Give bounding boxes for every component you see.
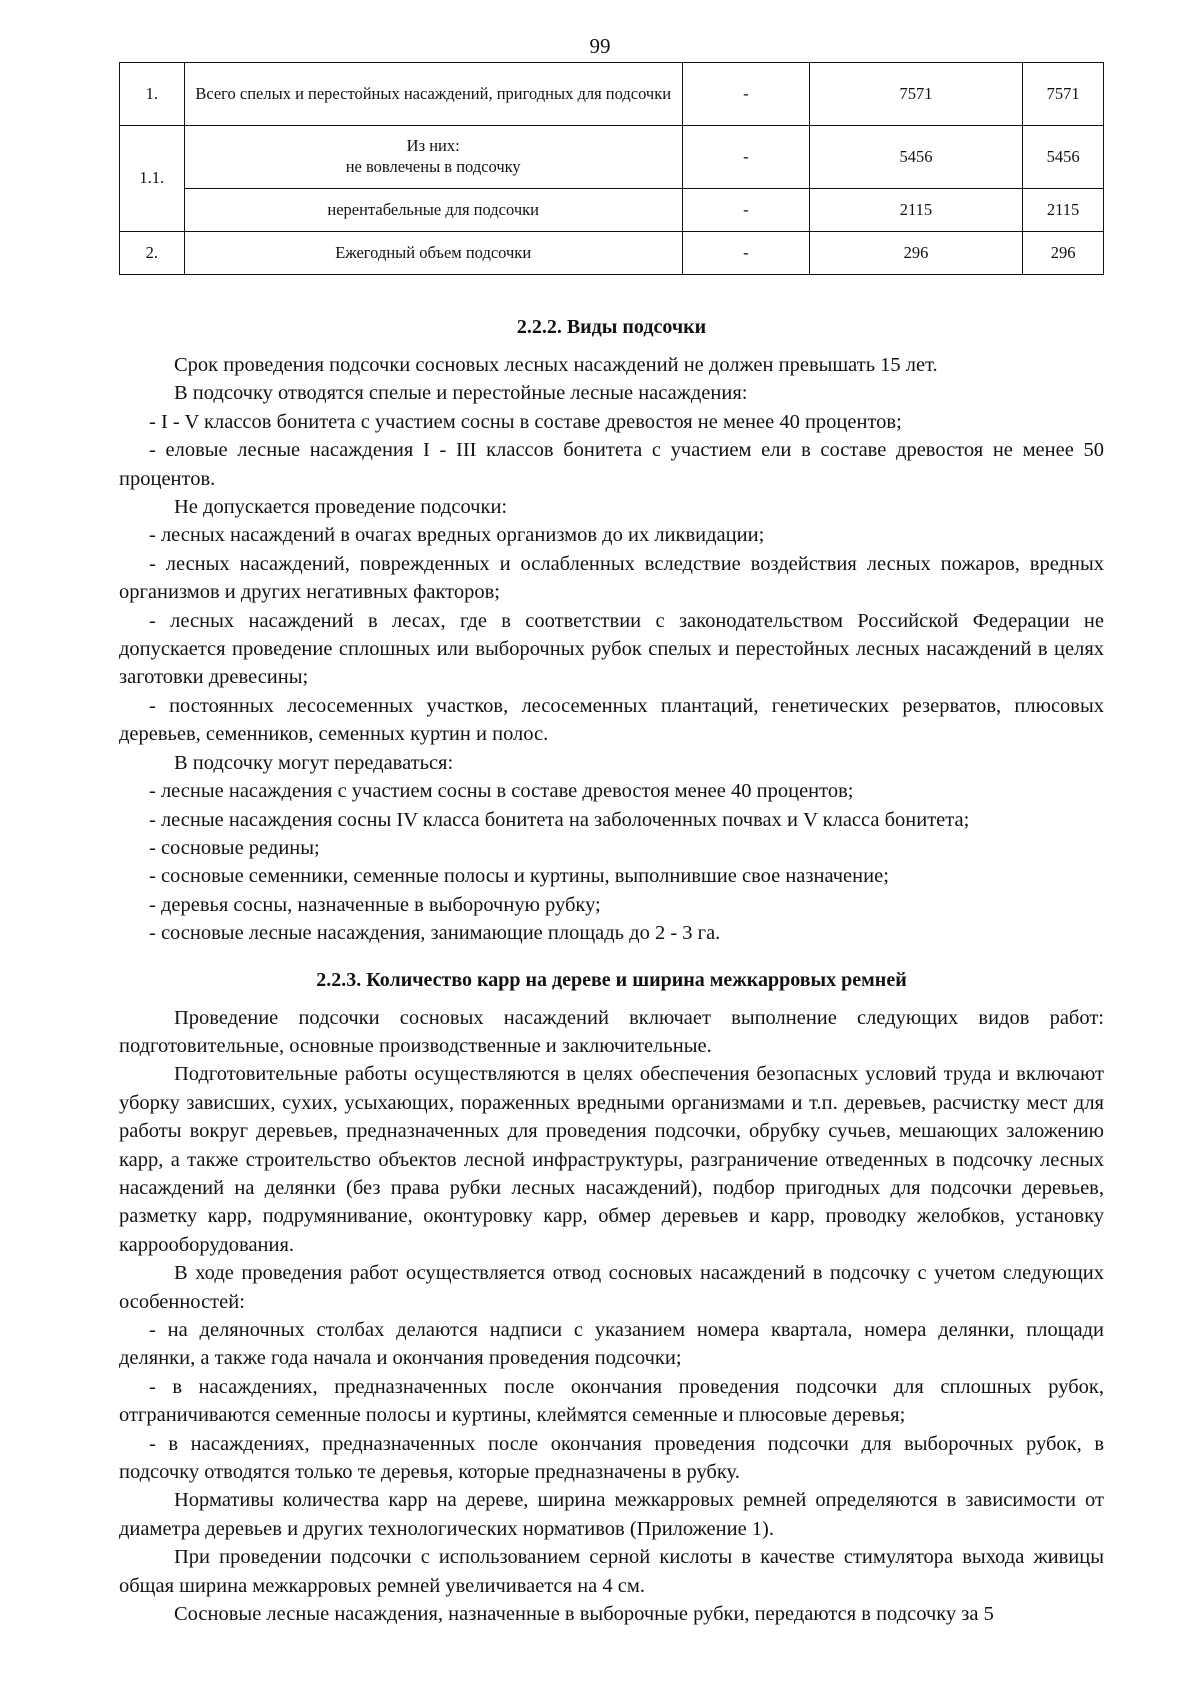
paragraph: Проведение подсочки сосновых насаждений включает выполнение следующих видов работ: подготовительные, основные производственные и заключительные. [119, 1006, 1104, 1057]
list-item: - лесные насаждения сосны IV класса бонитета на заболоченных почвах и V класса бонитета; [149, 808, 970, 831]
paragraph: Сосновые лесные насаждения, назначенные в выборочные рубки, передаются в подсочку за 5 [174, 1603, 994, 1626]
list-item: - лесные насаждения с участием сосны в составе древостоя менее 40 процентов; [149, 780, 854, 803]
row-name: Всего спелых и перестойных насаждений, пригодных для подсочки [184, 63, 682, 126]
row-value-b: 2115 [809, 189, 1022, 232]
list-item: - сосновые редины; [149, 836, 320, 859]
table-row [120, 189, 1104, 232]
row-value-c: 7571 [1023, 63, 1104, 126]
row-value-b: 5456 [809, 126, 1022, 189]
row-value-a: - [682, 63, 809, 126]
row-value-c: 5456 [1023, 126, 1104, 189]
table-row [120, 63, 1104, 126]
document-body [119, 313, 1104, 1628]
paragraph: Подготовительные работы осуществляются в целях обеспечения безопасных условий труда и включают уборку зависших, сухих, усыхающих, пораженных вредными организмами и т.п. деревьев, расчистку мест для работы вокруг деревьев, предназначенных для проведения подсочки, обрубку сучьев, мешающих заложению карр, а также строительство объектов лесной инфраструктуры, разграничение отведенных в подсочку лесных насаждений на делянки (без права рубки лесных насаждений), подбор пригодных для подсочки деревьев, разметку карр, подрумянивание, оконтуровку карр, обмер деревьев и карр, проводку желобков, установку каррооборудования. [119, 1063, 1104, 1256]
row-value-a: - [682, 232, 809, 275]
paragraph: Не допускается проведение подсочки: [174, 496, 508, 519]
row-value-b: 7571 [809, 63, 1022, 126]
list-item: - еловые лесные насаждения I - III классов бонитета с участием ели в составе древостоя не менее 50 процентов. [119, 439, 1104, 490]
paragraph: В подсочку отводятся спелые и перестойные лесные насаждения: [174, 382, 748, 405]
paragraph: Нормативы количества карр на дереве, ширина межкарровых ремней определяются в зависимости от диаметра деревьев и других технологических нормативов (Приложение 1). [119, 1489, 1104, 1540]
list-item: - лесных насаждений, поврежденных и ослабленных вследствие воздействия лесных пожаров, вредных организмов и других негативных факторов; [119, 552, 1104, 604]
list-item: - I - V классов бонитета с участием сосны в составе древостоя не менее 40 процентов; [149, 410, 902, 433]
list-item: - в насаждениях, предназначенных после окончания проведения подсочки для выборочных рубок, в подсочку отводятся только те деревья, которые предназначены в рубку. [119, 1432, 1104, 1484]
row-value-c: 2115 [1023, 189, 1104, 232]
row-name: Ежегодный объем подсочки [184, 232, 682, 275]
row-value-b: 296 [809, 232, 1022, 275]
list-item: - постоянных лесосеменных участков, лесосеменных плантаций, генетических резерватов, плюсовых деревьев, семенников, семенных куртин и полос. [119, 694, 1104, 746]
section-heading: 2.2.3. Количество карр на дереве и ширина межкарровых ремней [316, 968, 907, 991]
row-number: 1.1. [120, 126, 185, 232]
row-value-c: 296 [1023, 232, 1104, 275]
summary-table [119, 62, 1104, 275]
list-item: - сосновые лесные насаждения, занимающие площадь до 2 - 3 га. [149, 922, 721, 945]
table-row [120, 232, 1104, 275]
list-item: - деревья сосны, назначенные в выборочную рубку; [149, 893, 601, 916]
section-heading: 2.2.2. Виды подсочки [516, 316, 707, 338]
list-item: - лесных насаждений в очагах вредных организмов до их ликвидации; [149, 524, 765, 547]
list-item: - лесных насаждений в лесах, где в соответствии с законодательством Российской Федерации не допускается проведение сплошных или выборочных рубок спелых и перестойных лесных насаждений в целях заготовки древесины; [119, 609, 1104, 689]
row-number: 1. [120, 63, 185, 126]
page-number: 99 [589, 34, 611, 58]
table-row [120, 126, 1104, 189]
list-item: - в насаждениях, предназначенных после окончания проведения подсочки для сплошных рубок, отграничиваются семенные полосы и куртины, клеймятся семенные и плюсовые деревья; [119, 1375, 1104, 1427]
row-value-a: - [682, 189, 809, 232]
section-body [119, 351, 1104, 948]
section-body [119, 1004, 1104, 1629]
list-item: - на деляночных столбах делаются надписи с указанием номера квартала, номера делянки, площади делянки, а также года начала и окончания проведения подсочки; [119, 1319, 1104, 1370]
paragraph: В подсочку могут передаваться: [174, 751, 454, 774]
row-number: 2. [120, 232, 185, 275]
paragraph: При проведении подсочки с использованием серной кислоты в качестве стимулятора выхода живицы общая ширина межкарровых ремней увеличивается на 4 см. [119, 1546, 1104, 1597]
row-name: Из них: не вовлечены в подсочку [184, 126, 682, 189]
list-item: - сосновые семенники, семенные полосы и куртины, выполнившие свое назначение; [149, 865, 889, 888]
paragraph: В ходе проведения работ осуществляется отвод сосновых насаждений в подсочку с учетом следующих особенностей: [119, 1262, 1104, 1313]
row-name: нерентабельные для подсочки [184, 189, 682, 232]
row-value-a: - [682, 126, 809, 189]
paragraph: Срок проведения подсочки сосновых лесных насаждений не должен превышать 15 лет. [174, 354, 938, 376]
